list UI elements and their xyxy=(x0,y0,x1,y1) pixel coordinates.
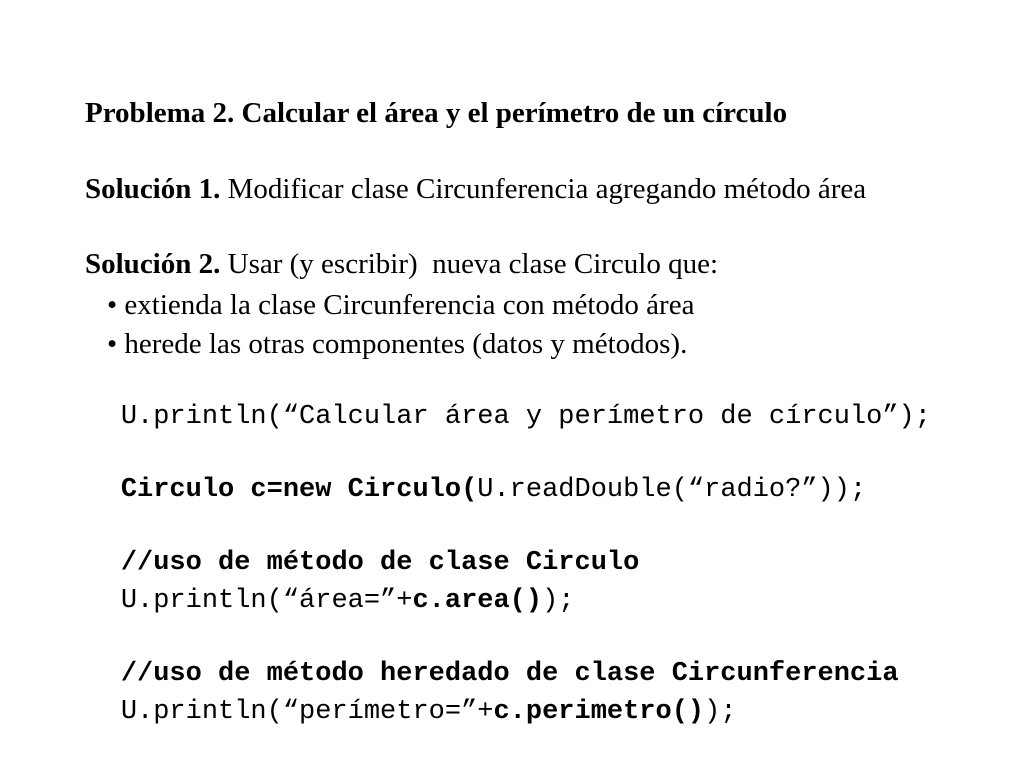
code-line-perimetro xyxy=(56,657,737,768)
solution-2-label: Solución 2. xyxy=(85,248,221,280)
code-comment: //uso de método de clase Circulo xyxy=(120,548,640,578)
solution-1-label: Solución 1. xyxy=(85,173,221,205)
bullet-text: extienda la clase Circunferencia con método área xyxy=(124,289,695,321)
code-bold: c.area() xyxy=(412,586,543,616)
problem-text: Calcular el área y el perímetro de un círculo xyxy=(234,97,788,129)
code-text: U.println(“Calcular área y perímetro de círculo”); xyxy=(120,402,931,432)
solution-1-text: Modificar clase Circunferencia agregando método área xyxy=(220,173,867,205)
bullet-dot-icon: • xyxy=(107,289,125,321)
code-text: U.println(“perímetro=”+ xyxy=(120,697,494,727)
code-text: U.readDouble(“radio?”)); xyxy=(477,475,867,505)
code-text: U.println(“área=”+ xyxy=(120,586,413,616)
problem-label: Problema 2. xyxy=(85,97,235,129)
code-text: ); xyxy=(542,586,575,616)
code-bold: c.perimetro() xyxy=(493,697,705,727)
code-comment: //uso de método heredado de clase Circunferencia xyxy=(120,659,899,689)
code-bold: Circulo c=new Circulo( xyxy=(120,475,478,505)
bullet-text: herede las otras componentes (datos y métodos). xyxy=(124,328,688,360)
solution-2-text: Usar (y escribir) nueva clase Circulo que: xyxy=(220,248,719,280)
bullet-dot-icon: • xyxy=(107,328,125,360)
code-text: ); xyxy=(704,697,737,727)
